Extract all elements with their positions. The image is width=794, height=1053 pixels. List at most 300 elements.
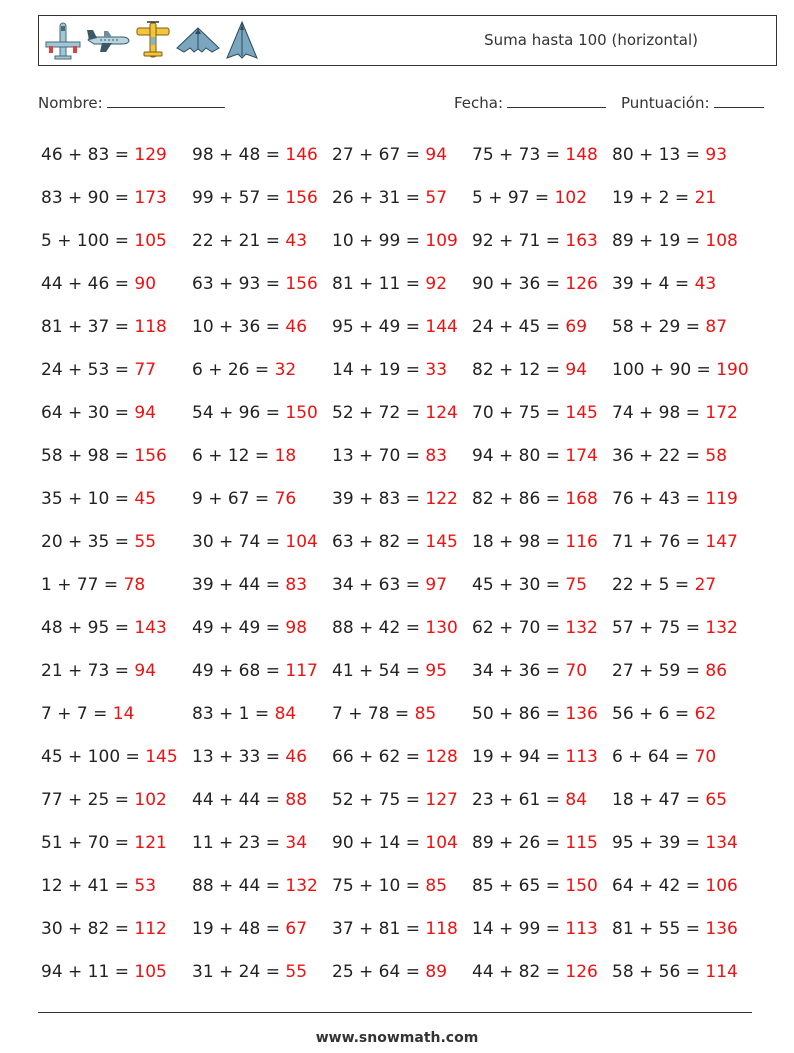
problem-expression: 31 + 24 = [192,961,280,982]
problem-expression: 81 + 37 = [41,316,129,337]
problem-answer: 94 [134,402,157,423]
problem-cell [41,231,192,251]
problem-expression: 1 + 77 = [41,574,119,595]
problem-cell [612,145,763,165]
problem-expression: 10 + 36 = [192,316,280,337]
problem-expression: 19 + 94 = [472,746,560,767]
problem-answer: 144 [425,316,458,337]
problem-expression: 44 + 44 = [192,789,280,810]
problem-expression: 45 + 30 = [472,574,560,595]
problem-expression: 19 + 2 = [612,187,690,208]
problem-answer: 104 [425,832,458,853]
date-field [454,93,606,112]
score-field [621,93,764,112]
problem-answer: 145 [425,531,458,552]
problem-expression: 83 + 1 = [192,703,270,724]
problem-expression: 30 + 74 = [192,531,280,552]
date-blank [507,93,606,108]
problem-expression: 58 + 98 = [41,445,129,466]
problem-cell [612,747,763,767]
problem-row [41,649,781,692]
problem-cell [41,360,192,380]
problem-expression: 82 + 86 = [472,488,560,509]
problem-expression: 99 + 57 = [192,187,280,208]
problem-expression: 81 + 55 = [612,918,700,939]
problem-row [41,778,781,821]
problem-row [41,305,781,348]
problem-answer: 150 [285,402,318,423]
problem-cell [612,274,763,294]
problem-expression: 22 + 5 = [612,574,690,595]
problem-expression: 49 + 49 = [192,617,280,638]
problem-grid [41,133,781,993]
problem-expression: 64 + 42 = [612,875,700,896]
date-label: Fecha: [454,94,504,112]
problem-answer: 147 [705,531,738,552]
problem-cell [332,360,472,380]
problem-cell [472,704,612,724]
problem-cell [192,231,332,251]
problem-cell [332,575,472,595]
problem-expression: 18 + 98 = [472,531,560,552]
problem-answer: 105 [134,230,167,251]
problem-expression: 90 + 36 = [472,273,560,294]
problem-row [41,907,781,950]
problem-answer: 84 [565,789,588,810]
problem-cell [41,532,192,552]
problem-cell [472,403,612,423]
problem-answer: 98 [285,617,308,638]
problem-cell [192,360,332,380]
problem-expression: 41 + 54 = [332,660,420,681]
problem-expression: 94 + 80 = [472,445,560,466]
problem-expression: 27 + 67 = [332,144,420,165]
problem-answer: 83 [425,445,448,466]
problem-expression: 52 + 72 = [332,402,420,423]
problem-expression: 85 + 65 = [472,875,560,896]
problem-cell [332,274,472,294]
problem-cell [192,446,332,466]
problem-answer: 43 [694,273,717,294]
problem-expression: 6 + 12 = [192,445,270,466]
problem-answer: 168 [565,488,598,509]
problem-cell [612,489,763,509]
problem-row [41,348,781,391]
delta-jet-icon [224,20,260,62]
problem-cell [192,274,332,294]
problem-cell [332,704,472,724]
problem-cell [472,962,612,982]
problem-cell [332,790,472,810]
problem-expression: 25 + 64 = [332,961,420,982]
problem-answer: 57 [425,187,448,208]
problem-answer: 117 [285,660,318,681]
problem-cell [332,962,472,982]
problem-cell [332,317,472,337]
problem-cell [472,790,612,810]
problem-answer: 94 [565,359,588,380]
problem-answer: 106 [705,875,738,896]
problem-expression: 56 + 6 = [612,703,690,724]
problem-row [41,735,781,778]
problem-cell [192,833,332,853]
problem-cell [332,145,472,165]
problem-expression: 50 + 86 = [472,703,560,724]
problem-answer: 173 [134,187,167,208]
problem-expression: 80 + 13 = [612,144,700,165]
problem-cell [472,575,612,595]
airplane-top-icon [44,20,82,62]
problem-expression: 45 + 100 = [41,746,140,767]
header-box [38,15,777,66]
problem-expression: 13 + 70 = [332,445,420,466]
problem-row [41,692,781,735]
problem-expression: 27 + 59 = [612,660,700,681]
problem-answer: 146 [285,144,318,165]
problem-expression: 24 + 53 = [41,359,129,380]
problem-cell [472,532,612,552]
problem-answer: 102 [134,789,167,810]
problem-expression: 75 + 73 = [472,144,560,165]
problem-cell [332,188,472,208]
problem-answer: 34 [285,832,308,853]
problem-answer: 58 [705,445,728,466]
name-label: Nombre: [38,94,103,112]
problem-expression: 34 + 63 = [332,574,420,595]
problem-cell [332,618,472,638]
problem-expression: 88 + 44 = [192,875,280,896]
problem-answer: 14 [112,703,135,724]
problem-answer: 114 [705,961,738,982]
problem-cell [41,145,192,165]
problem-cell [332,833,472,853]
problem-answer: 53 [134,875,157,896]
problem-answer: 97 [425,574,448,595]
problem-answer: 122 [425,488,458,509]
problem-expression: 100 + 90 = [612,359,711,380]
problem-expression: 39 + 4 = [612,273,690,294]
problem-answer: 129 [134,144,167,165]
problem-cell [192,962,332,982]
problem-cell [332,489,472,509]
problem-answer: 156 [285,273,318,294]
problem-answer: 109 [425,230,458,251]
problem-cell [472,747,612,767]
problem-cell [472,446,612,466]
problem-expression: 74 + 98 = [612,402,700,423]
problem-answer: 69 [565,316,588,337]
problem-answer: 126 [565,961,598,982]
problem-cell [472,618,612,638]
problem-expression: 77 + 25 = [41,789,129,810]
problem-expression: 82 + 12 = [472,359,560,380]
problem-expression: 89 + 26 = [472,832,560,853]
problem-answer: 126 [565,273,598,294]
footer-url: www.snowmath.com [315,1030,479,1046]
problem-expression: 14 + 99 = [472,918,560,939]
problem-answer: 118 [134,316,167,337]
problem-cell [192,188,332,208]
problem-expression: 6 + 64 = [612,746,690,767]
problem-answer: 46 [285,316,308,337]
problem-cell [612,919,763,939]
problem-answer: 78 [123,574,146,595]
problem-expression: 22 + 21 = [192,230,280,251]
problem-expression: 57 + 75 = [612,617,700,638]
problem-cell [612,790,763,810]
problem-expression: 44 + 46 = [41,273,129,294]
problem-row [41,563,781,606]
score-blank [714,93,764,108]
problem-expression: 34 + 36 = [472,660,560,681]
problem-expression: 11 + 23 = [192,832,280,853]
problem-cell [472,188,612,208]
problem-expression: 62 + 70 = [472,617,560,638]
biplane-icon [134,20,172,62]
problem-cell [612,532,763,552]
problem-expression: 92 + 71 = [472,230,560,251]
problem-answer: 76 [274,488,297,509]
problem-expression: 35 + 10 = [41,488,129,509]
problem-answer: 190 [716,359,749,380]
problem-expression: 88 + 42 = [332,617,420,638]
problem-cell [192,618,332,638]
problem-expression: 58 + 56 = [612,961,700,982]
problem-cell [612,360,763,380]
problem-answer: 83 [285,574,308,595]
problem-cell [472,317,612,337]
jet-side-icon [86,20,130,62]
problem-answer: 172 [705,402,738,423]
problem-cell [472,661,612,681]
problem-answer: 86 [705,660,728,681]
problem-cell [472,919,612,939]
problem-answer: 163 [565,230,598,251]
problem-answer: 70 [694,746,717,767]
problem-expression: 5 + 97 = [472,187,550,208]
problem-answer: 132 [705,617,738,638]
problem-cell [612,403,763,423]
problem-expression: 14 + 19 = [332,359,420,380]
problem-cell [612,876,763,896]
problem-cell [41,575,192,595]
problem-expression: 36 + 22 = [612,445,700,466]
problem-cell [472,360,612,380]
problem-answer: 150 [565,875,598,896]
problem-cell [192,876,332,896]
problem-answer: 90 [134,273,157,294]
problem-cell [332,446,472,466]
problem-answer: 93 [705,144,728,165]
problem-row [41,477,781,520]
problem-answer: 143 [134,617,167,638]
problem-row [41,520,781,563]
problem-cell [41,489,192,509]
problem-expression: 48 + 95 = [41,617,129,638]
problem-cell [192,919,332,939]
problem-row [41,950,781,993]
problem-cell [41,274,192,294]
problem-cell [472,489,612,509]
problem-expression: 7 + 78 = [332,703,410,724]
problem-row [41,434,781,477]
problem-cell [472,274,612,294]
problem-answer: 94 [134,660,157,681]
problem-expression: 51 + 70 = [41,832,129,853]
stealth-bomber-icon [176,20,220,62]
problem-cell [332,876,472,896]
problem-answer: 156 [285,187,318,208]
problem-answer: 85 [414,703,437,724]
problem-expression: 24 + 45 = [472,316,560,337]
problem-expression: 95 + 49 = [332,316,420,337]
problem-cell [41,962,192,982]
problem-expression: 26 + 31 = [332,187,420,208]
problem-answer: 108 [705,230,738,251]
problem-answer: 65 [705,789,728,810]
problem-cell [332,919,472,939]
problem-answer: 92 [425,273,448,294]
problem-row [41,391,781,434]
problem-expression: 18 + 47 = [612,789,700,810]
problem-cell [192,317,332,337]
problem-cell [41,188,192,208]
problem-answer: 62 [694,703,717,724]
problem-answer: 115 [565,832,598,853]
problem-expression: 58 + 29 = [612,316,700,337]
problem-expression: 81 + 11 = [332,273,420,294]
problem-answer: 174 [565,445,598,466]
problem-answer: 136 [705,918,738,939]
problem-expression: 89 + 19 = [612,230,700,251]
problem-expression: 23 + 61 = [472,789,560,810]
problem-answer: 18 [274,445,297,466]
problem-expression: 94 + 11 = [41,961,129,982]
problem-answer: 105 [134,961,167,982]
problem-answer: 84 [274,703,297,724]
problem-cell [192,489,332,509]
problem-answer: 128 [425,746,458,767]
problem-cell [472,231,612,251]
problem-answer: 132 [285,875,318,896]
problem-expression: 19 + 48 = [192,918,280,939]
problem-row [41,262,781,305]
problem-answer: 55 [134,531,157,552]
problem-answer: 112 [134,918,167,939]
problem-expression: 9 + 67 = [192,488,270,509]
problem-expression: 6 + 26 = [192,359,270,380]
problem-answer: 94 [425,144,448,165]
problem-answer: 145 [565,402,598,423]
problem-cell [472,145,612,165]
problem-answer: 113 [565,746,598,767]
problem-answer: 104 [285,531,318,552]
problem-answer: 116 [565,531,598,552]
problem-answer: 55 [285,961,308,982]
problem-expression: 20 + 35 = [41,531,129,552]
problem-cell [41,446,192,466]
problem-answer: 102 [554,187,588,208]
problem-answer: 118 [425,918,458,939]
problem-row [41,606,781,649]
problem-answer: 43 [285,230,308,251]
problem-cell [41,403,192,423]
problem-expression: 13 + 33 = [192,746,280,767]
problem-expression: 83 + 90 = [41,187,129,208]
problem-expression: 49 + 68 = [192,660,280,681]
problem-answer: 95 [425,660,448,681]
problem-cell [192,532,332,552]
problem-expression: 98 + 48 = [192,144,280,165]
problem-expression: 66 + 62 = [332,746,420,767]
problem-answer: 156 [134,445,167,466]
problem-expression: 39 + 83 = [332,488,420,509]
problem-expression: 71 + 76 = [612,531,700,552]
problem-answer: 75 [565,574,588,595]
problem-cell [192,661,332,681]
problem-answer: 89 [425,961,448,982]
problem-row [41,133,781,176]
problem-cell [41,317,192,337]
problem-cell [41,790,192,810]
problem-cell [192,747,332,767]
score-label: Puntuación: [621,94,710,112]
problem-cell [41,919,192,939]
problem-answer: 70 [565,660,588,681]
problem-answer: 21 [694,187,717,208]
problem-answer: 148 [565,144,598,165]
problem-expression: 52 + 75 = [332,789,420,810]
name-blank [107,93,225,108]
problem-cell [192,704,332,724]
problem-cell [612,317,763,337]
problem-cell [41,747,192,767]
problem-answer: 119 [705,488,738,509]
problem-cell [192,145,332,165]
problem-answer: 113 [565,918,598,939]
problem-expression: 44 + 82 = [472,961,560,982]
problem-expression: 90 + 14 = [332,832,420,853]
problem-answer: 85 [425,875,448,896]
problem-row [41,864,781,907]
problem-cell [41,833,192,853]
problem-cell [612,962,763,982]
problem-cell [612,661,763,681]
problem-expression: 75 + 10 = [332,875,420,896]
problem-expression: 95 + 39 = [612,832,700,853]
problem-expression: 21 + 73 = [41,660,129,681]
problem-cell [332,661,472,681]
problem-expression: 12 + 41 = [41,875,129,896]
problem-answer: 145 [145,746,178,767]
problem-row [41,219,781,262]
problem-cell [612,575,763,595]
problem-answer: 88 [285,789,308,810]
problem-cell [192,403,332,423]
problem-cell [332,403,472,423]
problem-answer: 45 [134,488,157,509]
problem-answer: 132 [565,617,598,638]
problem-expression: 5 + 100 = [41,230,129,251]
problem-answer: 67 [285,918,308,939]
problem-cell [192,575,332,595]
problem-expression: 39 + 44 = [192,574,280,595]
problem-cell [612,231,763,251]
problem-expression: 46 + 83 = [41,144,129,165]
problem-expression: 76 + 43 = [612,488,700,509]
name-field [38,93,225,112]
problem-expression: 63 + 82 = [332,531,420,552]
